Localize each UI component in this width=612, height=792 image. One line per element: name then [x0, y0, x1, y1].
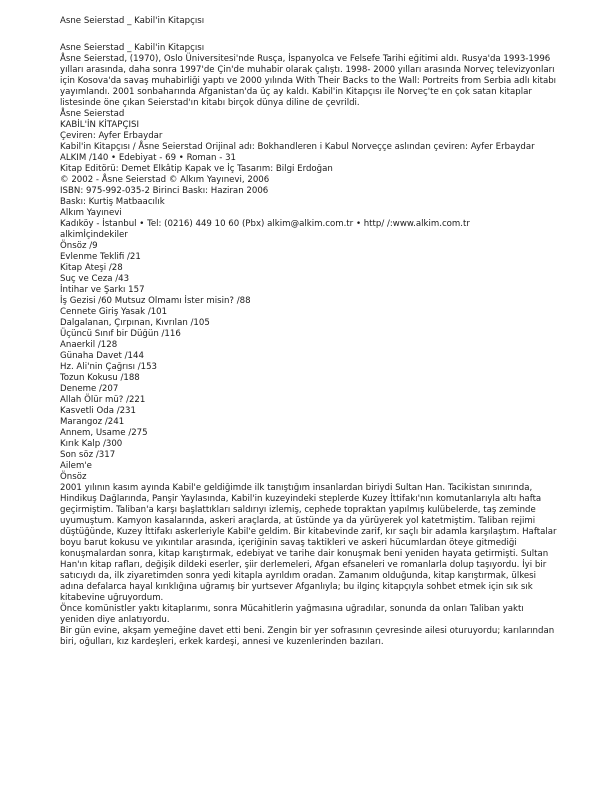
author-name: Åsne Seierstad	[60, 109, 125, 119]
address-line: Kadıköy - İstanbul • Tel: (0216) 449 10 60 (Pbx) alkim@alkim.com.tr • http/ /:www.alkim.com.tr	[60, 219, 470, 229]
toc-entry: Deneme /207	[60, 384, 119, 394]
print-line: Baskı: Kurtiş Matbaacılık	[60, 197, 165, 207]
toc-entry: Annem, Usame /275	[60, 428, 148, 438]
toc-entry: İş Gezisi /60 Mutsuz Olmamı İster misin? /88	[60, 296, 251, 306]
preface-paragraph: Bir gün evine, akşam yemeğine davet etti beni. Zengin bir yer sofrasının çevresinde ailesi oturuyordu; karılarından biri, oğulları, kız kardeşleri, erkek kardeşi, annesi ve kuzenlerinden bazıları.	[60, 626, 555, 647]
toc-entry: Önsöz /9	[60, 241, 98, 251]
book-title: KABİL'İN KİTAPÇISI	[60, 120, 139, 130]
toc-entry: Kitap Ateşi /28	[60, 263, 123, 273]
table-of-contents	[60, 241, 560, 472]
preface-paragraph: Önce komünistler yaktı kitaplarımı, sonra Mücahitlerin yağmasına uğradılar, sonunda da onları Taliban yaktı yeniden diye anlatıyordu.	[60, 604, 524, 625]
original-title-line: Kabil'in Kitapçısı / Åsne Seierstad Orijinal adı: Bokhandleren i Kabul Norveççe aslından çeviren: Ayfer Erbaydar ALKIM /140 • Edebiyat - 69 • Roman - 31	[60, 142, 535, 163]
author-bio: Åsne Seierstad, (1970), Oslo Üniversitesi'nde Rusça, İspanyolca ve Felsefe Tarihi eğitimi aldı. Rusya'da 1993-1996 yılları arasında, daha sonra 1997'de Çin'de muhabir olarak çalıştı. 1998- 2000 yılları arasında Norveç televizyonları için Kosova'da savaş muhabirliği yaptı ve 2000 yılında With Their Backs to the Wall: Portreits from Serbia adlı kitabı yayımlandı. 2001 sonbaharında Afganistan'da üç ay kaldı. Kabil'in Kitapçısı ile Norveç'te en çok satan kitaplar listesinde öne çıkan Seierstad'ın kitabı birçok dünya diline de çevrildi.	[60, 54, 557, 108]
isbn-line: ISBN: 975-992-035-2 Birinci Baskı: Haziran 2006	[60, 186, 269, 196]
preface-heading: Önsöz	[60, 472, 87, 482]
toc-entry: Allah Ölür mü? /221	[60, 395, 146, 405]
title-line: Asne Seierstad _ Kabil'in Kitapçısı	[60, 43, 205, 53]
toc-entry: Günaha Davet /144	[60, 351, 144, 361]
toc-entry: Ailem'e	[60, 461, 92, 471]
toc-entry: Evlenme Teklifi /21	[60, 252, 141, 262]
editor-line: Kitap Editörü: Demet Elkâtip Kapak ve İç Tasarım: Bilgi Erdoğan	[60, 164, 333, 174]
copyright-line: © 2002 - Åsne Seierstad © Alkım Yayınevi, 2006	[60, 175, 270, 185]
toc-entry: Kırık Kalp /300	[60, 439, 123, 449]
page-content	[60, 16, 560, 648]
toc-entry: İntihar ve Şarkı 157	[60, 285, 145, 295]
toc-entry: Suç ve Ceza /43	[60, 274, 130, 284]
translator-line: Çeviren: Ayfer Erbaydar	[60, 131, 163, 141]
page-header: Asne Seierstad _ Kabil'in Kitapçısı	[60, 16, 205, 26]
toc-entry: Dalgalanan, Çırpınan, Kıvrılan /105	[60, 318, 210, 328]
toc-entry: Cennete Giriş Yasak /101	[60, 307, 168, 317]
toc-entry: Marangoz /241	[60, 417, 125, 427]
toc-entry: Kasvetli Oda /231	[60, 406, 136, 416]
toc-entry: Hz. Ali'nin Çağrısı /153	[60, 362, 158, 372]
toc-entry: Tozun Kokusu /188	[60, 373, 140, 383]
toc-entry: Son söz /317	[60, 450, 116, 460]
toc-entry: Üçüncü Sınıf bir Düğün /116	[60, 329, 181, 339]
publisher-line: Alkım Yayınevi	[60, 208, 122, 218]
toc-entry: Anaerkil /128	[60, 340, 118, 350]
preface-paragraph: 2001 yılının kasım ayında Kabil'e geldiğimde ilk tanıştığım insanlardan biriydi Sultan Han. Tacikistan sınırında, Hindikuş Dağlarında, Panşir Yaylasında, Kabil'in kuzeyindeki steplerde Kuzey İttifakı'nın komutanlarıyla altı hafta geçirmiştim. Taliban'a karşı başlattıkları saldırıyı izlemiş, cephede topraktan yapılmış kulübelerde, taş zeminde uyumuştum. Kamyon kasalarında, askeri araçlarda, at üstünde ya da yürüyerek yol katetmiştim. Taliban rejimi düştüğünde, Kuzey İttifakı askerleriyle Kabil'e geldim. Bir kitabevinde zarif, kır saçlı bir adamla karşılaştım. Haftalar boyu barut kokusu ve yıkıntılar arasında, içeriğinin savaş taktikleri ve askeri hücumlardan öteye gitmediği konuşmalardan sonra, kitap karıştırmak, edebiyat ve tarihe dair konuşmak beni yeniden hayata getirmişti. Sultan Han'ın kitap rafları, değişik dildeki eserler, şiir derlemeleri, Afgan efsaneleri ve romanlarla dolup taşıyordu. İyi bir satıcıydı da, ilk ziyaretimden sonra yedi kitapla ayrıldım oradan. Zamanım olduğunda, kitap karıştırmak, ülkesi adına defalarca hayal kırıklığına uğramış bir yurtsever Afganlıyla; bu ilginç kitapçıyla sohbet etmek için sık sık kitabevine uğruyordum.	[60, 483, 557, 603]
contents-heading: alkimİçindekiler	[60, 230, 128, 240]
